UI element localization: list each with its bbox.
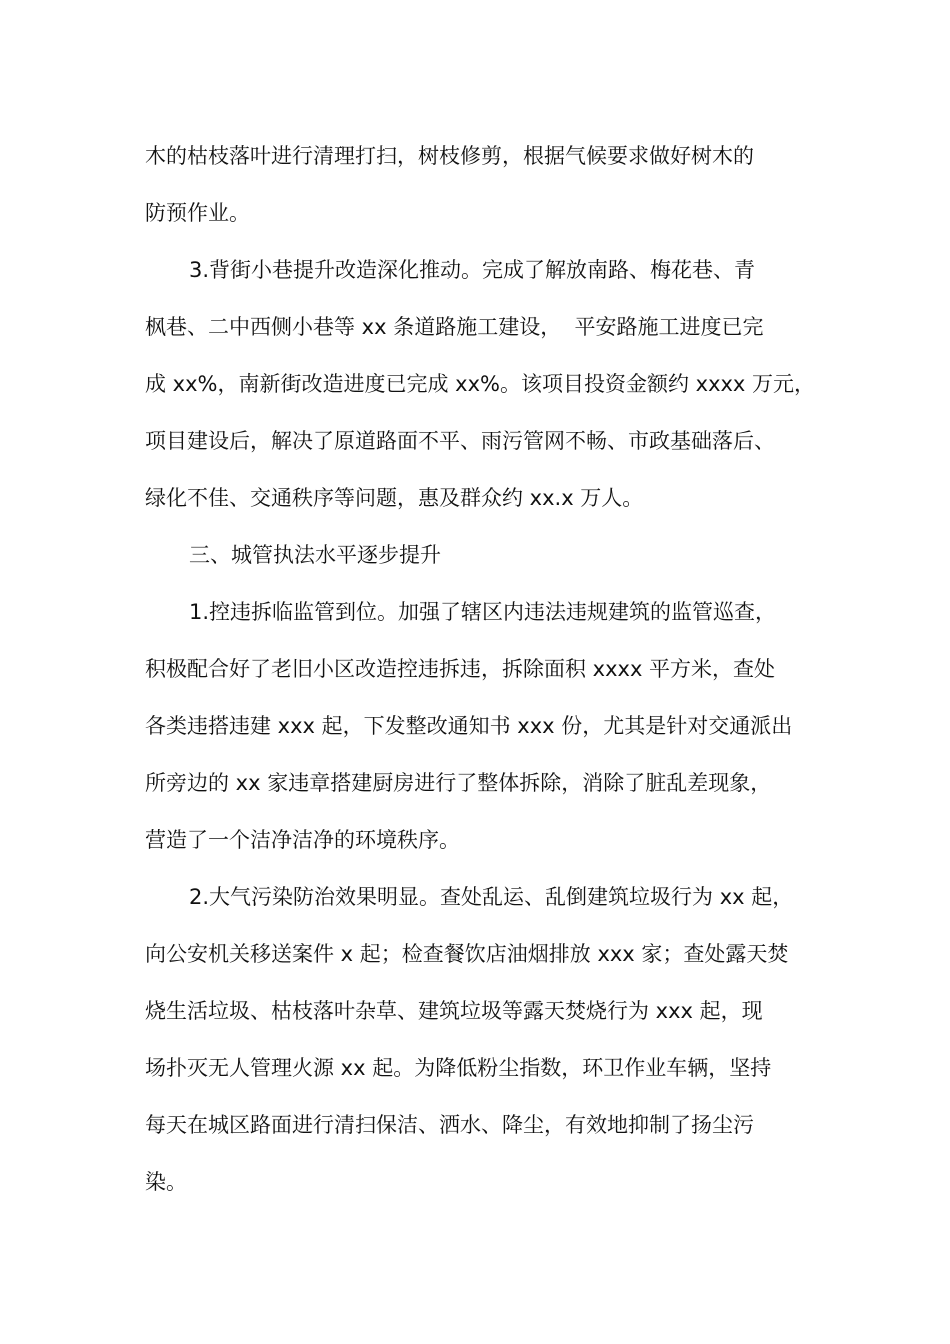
text-line: 积极配合好了老旧小区改造控违拆违，拆除面积 xxxx 平方米，查处 xyxy=(145,657,776,681)
text-line: 防预作业。 xyxy=(145,201,250,225)
text-line: 木的枯枝落叶进行清理打扫，树枝修剪，根据气候要求做好树木的 xyxy=(145,144,754,168)
text-line: 所旁边的 xx 家违章搭建厨房进行了整体拆除，消除了脏乱差现象， xyxy=(145,771,772,795)
text-line: 成 xx%，南新街改造进度已完成 xx%。该项目投资金额约 xxxx 万元， xyxy=(145,372,816,396)
text-line: 每天在城区路面进行清扫保洁、洒水、降尘，有效地抑制了扬尘污 xyxy=(145,1113,754,1137)
section-heading: 三、城管执法水平逐步提升 xyxy=(189,543,441,567)
text-line: 绿化不佳、交通秩序等问题，惠及群众约 xx.x 万人。 xyxy=(145,486,644,510)
paragraph-heading: 1.控违拆临监管到位。加强了辖区内违法违规建筑的监管巡查， xyxy=(189,600,777,624)
text-line: 场扑灭无人管理火源 xx 起。为降低粉尘指数，环卫作业车辆，坚持 xyxy=(145,1056,772,1080)
text-line: 染。 xyxy=(145,1170,187,1194)
text-line: 项目建设后，解决了原道路面不平、雨污管网不畅、市政基础落后、 xyxy=(145,429,775,453)
document-body xyxy=(145,128,835,1211)
text-line: 营造了一个洁净洁净的环境秩序。 xyxy=(145,828,460,852)
paragraph-heading: 3.背街小巷提升改造深化推动。完成了解放南路、梅花巷、青 xyxy=(189,258,756,282)
text-line: 枫巷、二中西侧小巷等 xx 条道路施工建设， 平安路施工进度已完 xyxy=(145,315,764,339)
text-line: 各类违搭违建 xxx 起，下发整改通知书 xxx 份，尤其是针对交通派出 xyxy=(145,714,793,738)
text-line: 烧生活垃圾、枯枝落叶杂草、建筑垃圾等露天焚烧行为 xxx 起，现 xyxy=(145,999,763,1023)
paragraph-heading: 2.大气污染防治效果明显。查处乱运、乱倒建筑垃圾行为 xx 起， xyxy=(189,885,794,909)
text-line: 向公安机关移送案件 x 起；检查餐饮店油烟排放 xxx 家；查处露天焚 xyxy=(145,942,789,966)
